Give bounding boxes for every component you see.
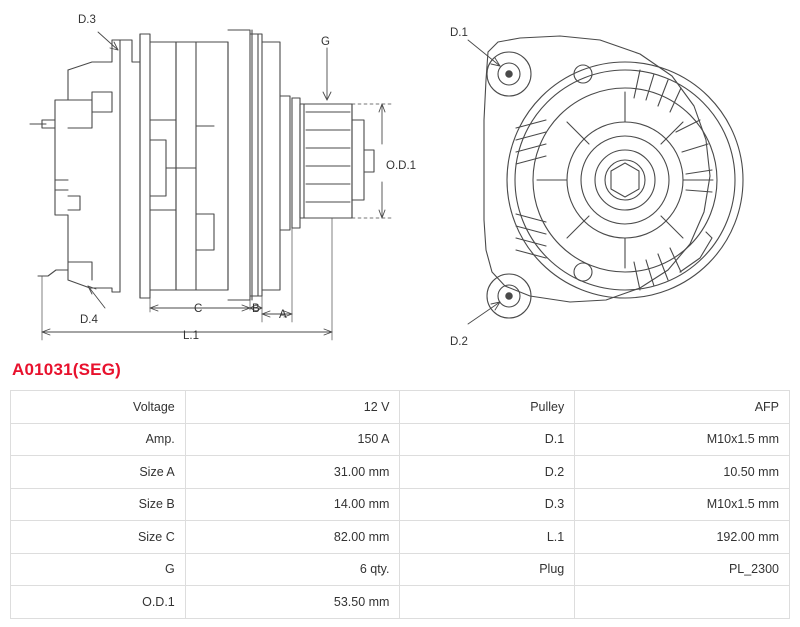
table-row [11,391,790,424]
spec-value: M10x1.5 mm [575,488,790,521]
label-g: G [321,36,330,48]
spec-value: 53.50 mm [185,586,400,619]
spec-value: 12 V [185,391,400,424]
spec-label: Amp. [11,423,186,456]
spec-value: 31.00 mm [185,456,400,489]
table-row [11,488,790,521]
label-d1: D.1 [450,27,468,39]
spec-label: O.D.1 [11,586,186,619]
spec-label: D.2 [400,456,575,489]
spec-label: Plug [400,553,575,586]
spec-value: 14.00 mm [185,488,400,521]
spec-value: AFP [575,391,790,424]
table-row [11,586,790,619]
spec-value: 6 qty. [185,553,400,586]
spec-label: Size B [11,488,186,521]
spec-table [10,390,790,619]
spec-label: Pulley [400,391,575,424]
label-c: C [194,303,203,315]
label-od1: O.D.1 [386,160,417,172]
spec-value: PL_2300 [575,553,790,586]
spec-value: 82.00 mm [185,521,400,554]
table-row [11,521,790,554]
table-row [11,456,790,489]
spec-label: G [11,553,186,586]
spec-label: Voltage [11,391,186,424]
spec-label-empty [400,586,575,619]
label-d4: D.4 [80,314,98,326]
spec-value: M10x1.5 mm [575,423,790,456]
spec-label: Size C [11,521,186,554]
spec-label: D.3 [400,488,575,521]
label-b: B [252,303,260,315]
spec-label: D.1 [400,423,575,456]
spec-value: 192.00 mm [575,521,790,554]
spec-value: 10.50 mm [575,456,790,489]
spec-value-empty [575,586,790,619]
label-d3: D.3 [78,14,96,26]
label-l1: L.1 [183,330,199,342]
label-d2: D.2 [450,336,468,348]
spec-label: Size A [11,456,186,489]
spec-label: L.1 [400,521,575,554]
spec-value: 150 A [185,423,400,456]
table-row [11,553,790,586]
table-row [11,423,790,456]
label-a: A [279,309,287,321]
part-number: A01031(SEG) [12,360,121,379]
